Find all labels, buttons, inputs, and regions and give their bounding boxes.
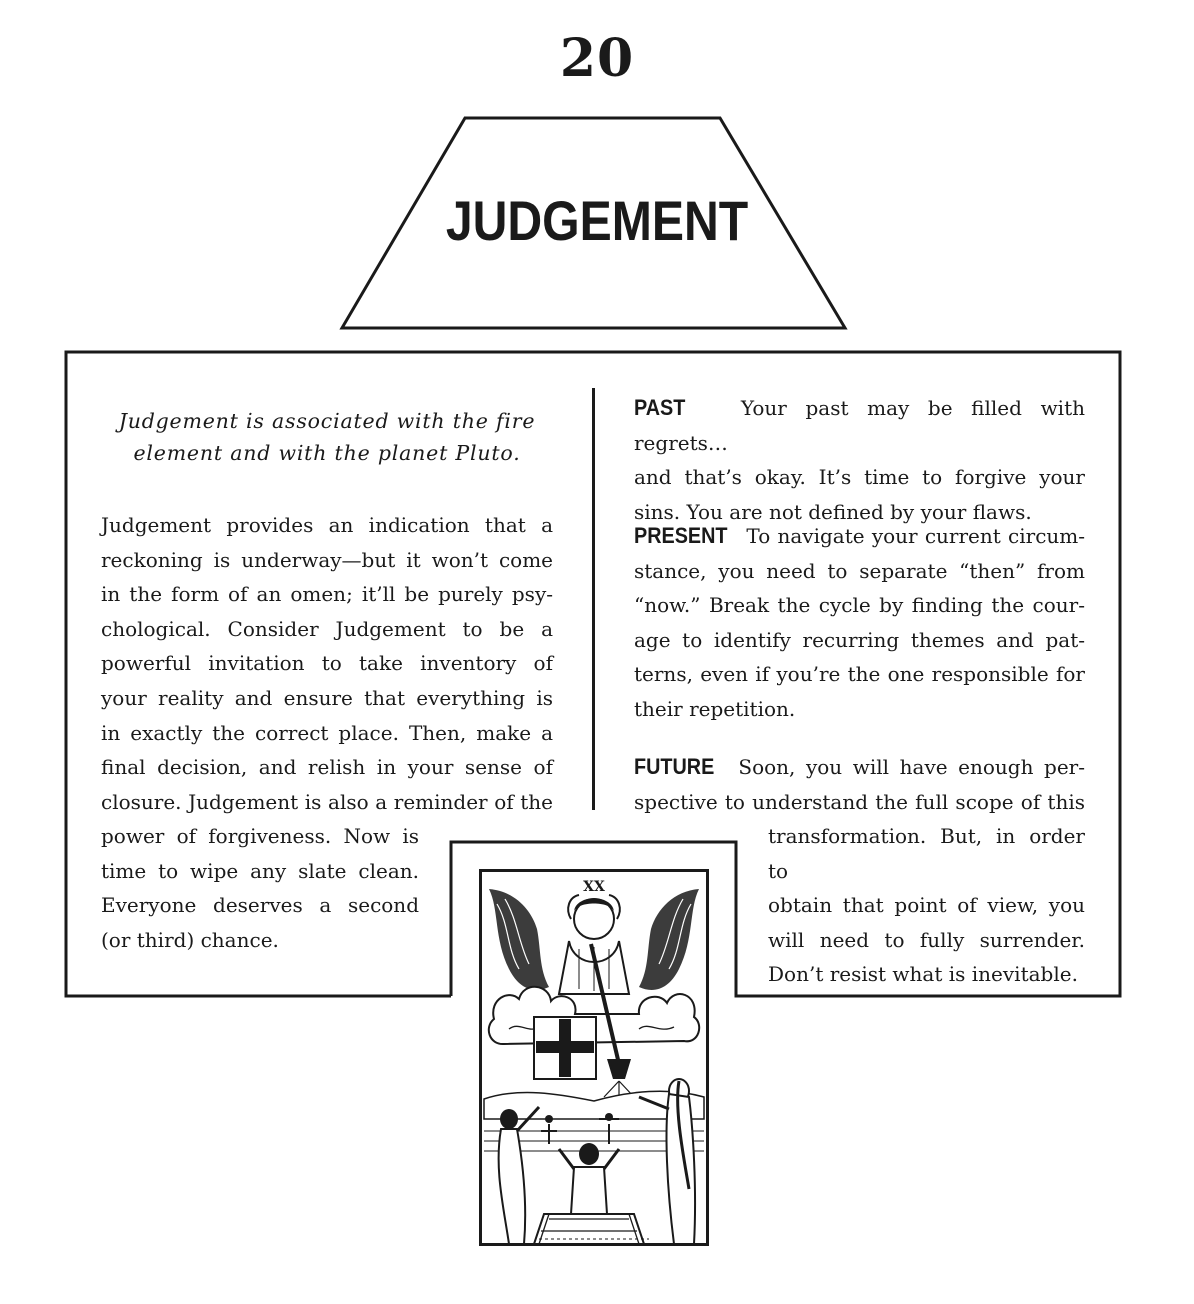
description-line: Everyone deserves a second — [101, 893, 419, 918]
description-line: in exactly the correct place. Then, make a — [101, 720, 553, 745]
past-text: Your past may be filled with regrets… — [634, 396, 1085, 455]
present-section — [634, 519, 1085, 727]
past-label: PAST — [634, 395, 686, 420]
description-line: in the form of an omen; it’ll be purely psy- — [101, 582, 553, 607]
present-text: age to identify recurring themes and pat- — [634, 627, 1085, 652]
past-text: sins. You are not defined by your flaws. — [634, 499, 1032, 524]
description-line: chological. Consider Judgement to be a — [101, 616, 553, 641]
description-line: your reality and ensure that everything is — [101, 685, 553, 710]
card-description — [101, 508, 553, 819]
future-text: Don’t resist what is inevitable. — [768, 962, 1078, 987]
future-section-continued — [768, 819, 1085, 992]
judgement-tarot-card-icon — [479, 869, 709, 1246]
future-text: transformation. But, in order to — [768, 824, 1085, 883]
description-line: powerful invitation to take inventory of — [101, 651, 553, 676]
card-association — [92, 405, 562, 469]
association-line: element and with the planet Pluto. — [133, 441, 521, 465]
future-text: Soon, you will have enough per- — [738, 755, 1086, 779]
description-line: power of forgiveness. Now is — [101, 824, 419, 848]
description-line: reckoning is underway—but it won’t come — [101, 547, 553, 572]
future-text: obtain that point of view, you — [768, 893, 1085, 918]
column-divider — [592, 388, 595, 810]
past-text: and that’s okay. It’s time to forgive your — [634, 465, 1085, 490]
association-line: Judgement is associated with the fire — [118, 409, 536, 433]
description-line: final decision, and relish in your sense of — [101, 755, 553, 780]
future-label: FUTURE — [634, 754, 715, 779]
future-text: spective to understand the full scope of this — [634, 789, 1085, 814]
description-line: Judgement provides an indication that a — [101, 513, 553, 537]
page-number: 20 — [559, 28, 635, 89]
future-section — [634, 750, 1085, 819]
description-line: time to wipe any slate clean. — [101, 858, 419, 883]
card-numeral: XX — [583, 879, 605, 895]
future-text: will need to fully surrender. — [768, 927, 1085, 952]
present-text: terns, even if you’re the one responsible for — [634, 662, 1085, 687]
present-text: their repetition. — [634, 696, 796, 721]
present-text: stance, you need to separate “then” from — [634, 558, 1085, 583]
description-line: (or third) chance. — [101, 927, 279, 952]
card-title: JUDGEMENT — [445, 189, 749, 252]
description-line: closure. Judgement is also a reminder of the — [101, 789, 553, 814]
card-description-continued — [101, 819, 419, 957]
present-text: To navigate your current circum- — [746, 524, 1085, 548]
present-label: PRESENT — [634, 523, 728, 548]
past-section — [634, 391, 1085, 529]
present-text: “now.” Break the cycle by finding the cour- — [634, 593, 1085, 618]
